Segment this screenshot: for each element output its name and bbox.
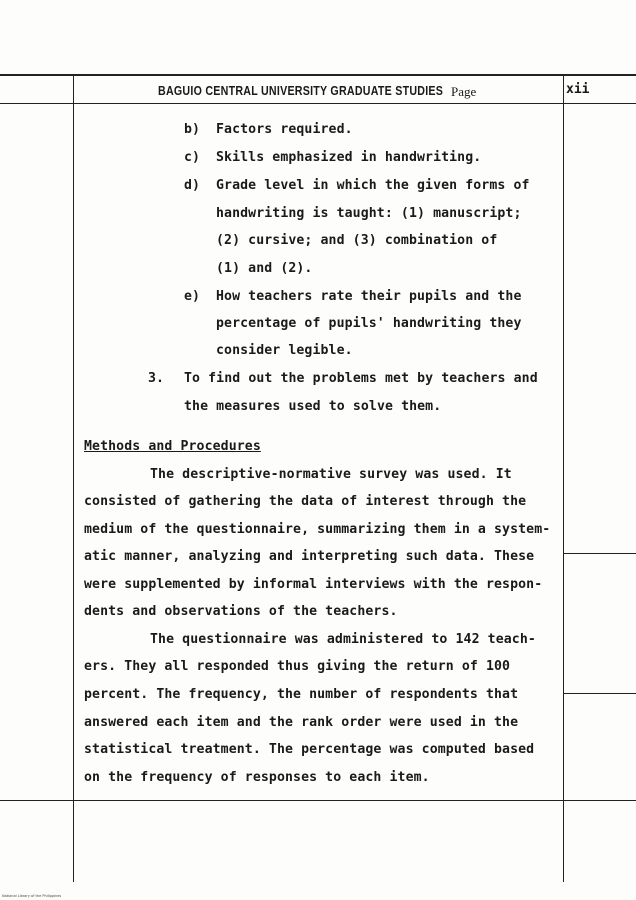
- bottom-rule: [0, 800, 636, 801]
- paragraph-2-line-1: The questionnaire was administered to 142 teach-: [150, 632, 536, 647]
- list-item-d-cont-3: (1) and (2).: [216, 261, 313, 276]
- paragraph-1-line-5: were supplemented by informal interviews with the respon-: [84, 577, 543, 592]
- paragraph-2-line-4: answered each item and the rank order were used in the: [84, 715, 519, 730]
- list-item-d-cont-1: handwriting is taught: (1) manuscript;: [216, 206, 522, 221]
- list-item-d-cont-2: (2) cursive; and (3) combination of: [216, 233, 498, 248]
- list-label-3: 3.: [148, 371, 165, 386]
- paragraph-1-line-4: atic manner, analyzing and interpreting such data. These: [84, 549, 535, 564]
- paragraph-1-line-3: medium of the questionnaire, summarizing them in a system-: [84, 522, 551, 537]
- list-item-c: Skills emphasized in handwriting.: [216, 150, 482, 165]
- paragraph-1-line-1: The descriptive-normative survey was used. It: [150, 467, 512, 482]
- list-item-b: Factors required.: [216, 122, 353, 137]
- university-header-title: BAGUIO CENTRAL UNIVERSITY GRADUATE STUDIES: [158, 83, 444, 98]
- header-rule: [0, 103, 636, 104]
- list-item-e-cont-2: consider legible.: [216, 343, 353, 358]
- paragraph-1-line-2: consisted of gathering the data of interest through the: [84, 494, 527, 509]
- list-item-3-cont: the measures used to solve them.: [184, 399, 442, 414]
- right-tab-rule-2: [563, 693, 636, 694]
- page-label: Page: [451, 84, 477, 99]
- list-item-d: Grade level in which the given forms of: [216, 178, 530, 193]
- list-label-c: c): [184, 150, 201, 165]
- right-tab-rule-1: [563, 553, 636, 554]
- section-heading: Methods and Procedures: [84, 439, 261, 454]
- list-label-b: b): [184, 122, 201, 137]
- left-margin-rule: [73, 74, 74, 882]
- scan-footer-note: National Library of the Philippines: [2, 894, 62, 898]
- list-label-d: d): [184, 178, 201, 193]
- paragraph-2-line-5: statistical treatment. The percentage was computed based: [84, 742, 535, 757]
- list-item-e: How teachers rate their pupils and the: [216, 289, 522, 304]
- list-item-3: To find out the problems met by teachers and: [184, 371, 538, 386]
- paragraph-2-line-3: percent. The frequency, the number of respondents that: [84, 687, 519, 702]
- list-item-e-cont-1: percentage of pupils' handwriting they: [216, 316, 522, 331]
- paragraph-2-line-6: on the frequency of responses to each item.: [84, 770, 430, 785]
- paragraph-1-line-6: dents and observations of the teachers.: [84, 604, 398, 619]
- top-rule: [0, 74, 636, 76]
- right-margin-rule: [563, 74, 564, 882]
- list-label-e: e): [184, 289, 201, 304]
- paragraph-2-line-2: ers. They all responded thus giving the return of 100: [84, 659, 511, 674]
- page-number: xii: [566, 82, 590, 97]
